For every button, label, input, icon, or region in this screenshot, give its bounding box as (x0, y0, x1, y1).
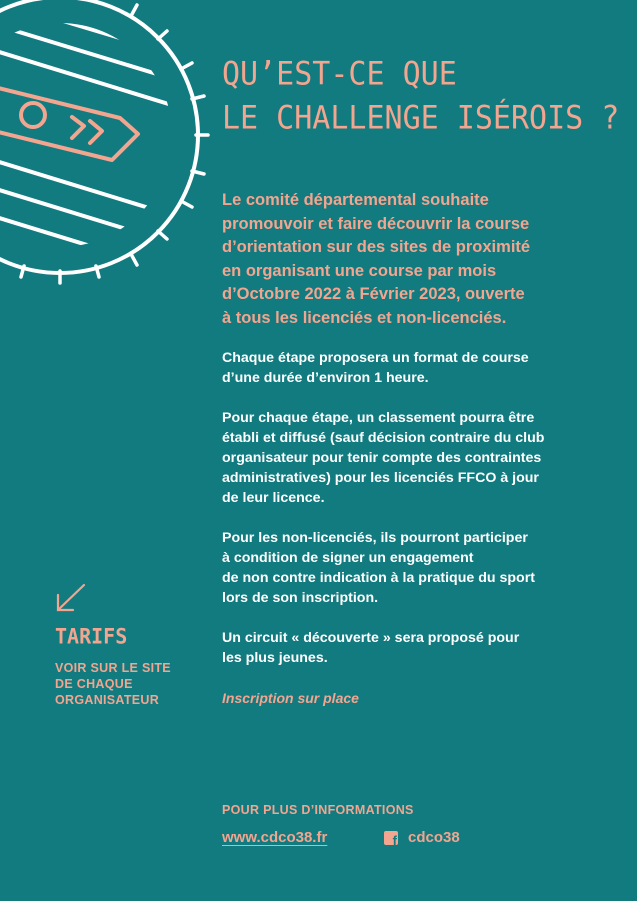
compass-hatching (0, 0, 175, 272)
direction-arrow (0, 86, 138, 160)
paragraph-decouverte (222, 628, 602, 668)
paragraph-line: d’une durée d’environ 1 heure. (222, 370, 429, 386)
tarifs-text (55, 660, 171, 708)
tarifs-line: VOIR SUR LE SITE (55, 661, 171, 675)
paragraph-format (222, 348, 602, 388)
compass-decoration (0, 0, 210, 300)
intro-line: en organisant une course par mois (222, 261, 497, 280)
paragraph-line: les plus jeunes. (222, 650, 328, 666)
paragraph-line: à condition de signer un engagement (222, 550, 474, 566)
paragraph-line: lors de son inscription. (222, 590, 379, 606)
inscription-note: Inscription sur place (222, 690, 359, 706)
intro-line: d’Octobre 2022 à Février 2023, ouverte (222, 285, 525, 303)
title-line-1: QU’EST-CE QUE (222, 55, 457, 94)
facebook-handle: cdco38 (408, 829, 460, 846)
paragraph-classement (222, 408, 602, 508)
website-link[interactable]: www.cdco38.fr (222, 829, 328, 846)
more-info-heading: POUR PLUS D’INFORMATIONS (222, 803, 414, 817)
paragraph-non-licencies (222, 528, 602, 608)
tarifs-heading: TARIFS (55, 623, 128, 649)
tarifs-line: DE CHAQUE (55, 677, 133, 691)
paragraph-line: de non contre indication à la pratique du sport (222, 570, 535, 586)
intro-paragraph (222, 189, 592, 330)
paragraph-line: organisateur pour tenir compte des contraintes (222, 450, 542, 466)
page-title (222, 52, 619, 141)
paragraph-line: Pour les non-licenciés, ils pourront participer (222, 530, 528, 546)
paragraph-line: Chaque étape proposera un format de course (222, 350, 529, 366)
facebook-icon: f (384, 831, 398, 845)
tarifs-line: ORGANISATEUR (55, 693, 160, 707)
facebook-link[interactable] (384, 829, 460, 846)
paragraph-line: de leur licence. (222, 490, 325, 506)
paragraph-line: Un circuit « découverte » sera proposé pour (222, 630, 520, 646)
intro-line: d’orientation sur des sites de proximité (222, 238, 531, 256)
paragraph-line: Pour chaque étape, un classement pourra être (222, 410, 535, 426)
arrow-down-left-icon (54, 583, 88, 613)
intro-line: promouvoir et faire découvrir la course (222, 214, 530, 233)
intro-line: à tous les licenciés et non-licenciés. (222, 308, 507, 327)
intro-line: Le comité départemental souhaite (222, 191, 489, 209)
paragraph-line: établi et diffusé (sauf décision contraire du club (222, 430, 545, 446)
paragraph-line: administratives) pour les licenciés FFCO à jour (222, 470, 539, 486)
title-line-2: LE CHALLENGE ISÉROIS ? (222, 99, 620, 138)
